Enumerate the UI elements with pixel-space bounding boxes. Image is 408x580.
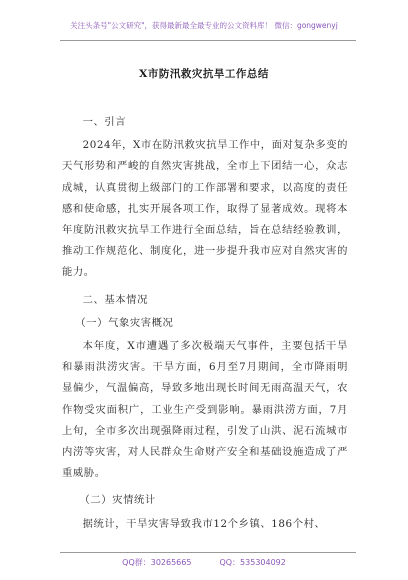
document-body xyxy=(62,110,348,535)
section-heading-basic-situation: 二、基本情况 xyxy=(82,293,148,306)
subsection-heading-statistics: （二）灾情统计 xyxy=(79,494,156,507)
footer-divider xyxy=(60,552,356,553)
statistics-paragraph: 据统计，干旱灾害导致我市12个乡镇、186个村、 xyxy=(82,517,326,530)
header-divider xyxy=(60,40,356,41)
weather-paragraph: 本年度，X市遭遇了多次极端天气事件，主要包括干旱和暴雨洪涝灾害。干旱方面，6月至7月期间，全市降雨明显偏少，气温偏高，导致多地出现长时间无雨高温天气，农作物受灾面积广，工业生产受到影响。暴雨洪涝方面，7月上旬，全市多次出现强降雨过程，引发了山洪、泥石流城市内涝等灾害，对人民群众生命财产安全和基础设施造成了严重威胁。 xyxy=(62,340,348,480)
intro-paragraph: 2024年，X市在防汛救灾抗旱工作中，面对复杂多变的天气形势和严峻的自然灾害挑战，全市上下团结一心，众志成城，认真贯彻上级部门的工作部署和要求，以高度的责任感和使命感，扎实开展各项工作，取得了显著成效。现将本年度防汛救灾抗旱工作进行全面总结，旨在总结经验教训，推动工作规范化、制度化，进一步提升我市应对自然灾害的能力。 xyxy=(62,139,348,279)
footer-qq-group: QQ群：30265665 xyxy=(122,558,192,567)
footer-qq-number: QQ：535304092 xyxy=(219,558,286,567)
header-promo-note: 关注头条号"公文研究"，获得最新最全最专业的公文资料库！ 微信：gongwenyj xyxy=(70,21,338,30)
subsection-heading-weather: （一）气象灾害概况 xyxy=(75,316,174,329)
document-title: X市防汛救灾抗旱工作总结 xyxy=(139,68,269,80)
footer-contact xyxy=(0,557,408,568)
section-heading-introduction: 一、引言 xyxy=(82,116,127,128)
